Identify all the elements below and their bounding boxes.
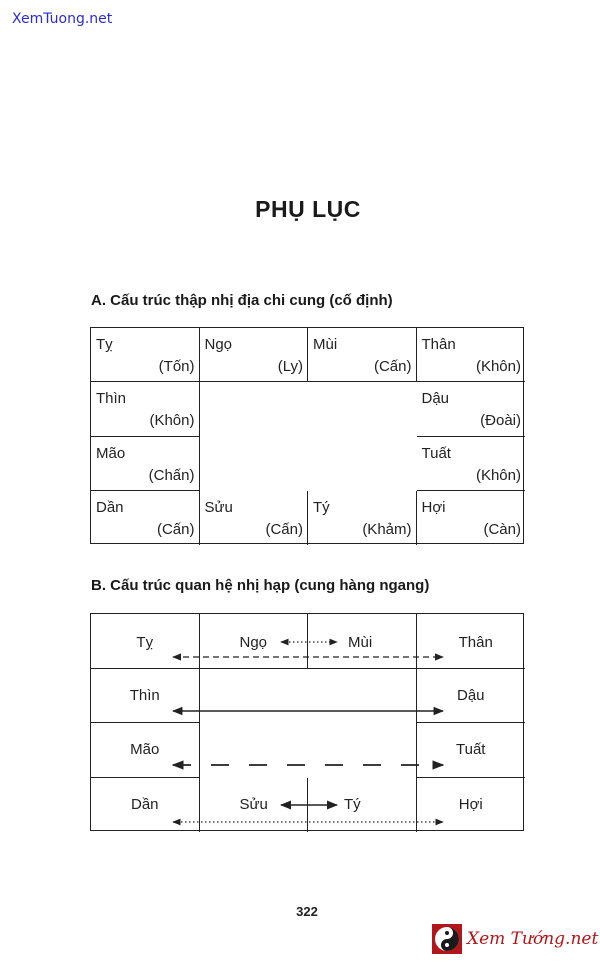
branch-name: Ngọ (204, 336, 233, 353)
rel-cell (308, 778, 417, 833)
cell-suu (200, 491, 309, 545)
branch-name: Tỵ (96, 336, 113, 353)
cell-than (417, 328, 526, 382)
rel-cell (417, 723, 526, 778)
trigram-name: (Càn) (483, 520, 521, 538)
branch-name: Tý (313, 498, 330, 516)
site-watermark[interactable]: XemTuong.net (12, 11, 113, 27)
branch-name: Tuất (421, 444, 451, 462)
cell-mui (308, 328, 417, 382)
branch-name: Mão (130, 741, 160, 758)
brand-text: Xem Tướng.net (467, 929, 599, 949)
branch-name: Thân (421, 336, 456, 353)
rel-cell (91, 778, 200, 833)
yin-yang-icon (432, 924, 462, 954)
trigram-name: (Cấn) (265, 520, 303, 538)
rel-cell (91, 669, 200, 724)
trigram-name: (Cấn) (156, 520, 195, 538)
trigram-name: (Khảm) (362, 520, 412, 538)
rel-cell (308, 614, 417, 669)
trigram-name: (Cấn) (373, 358, 412, 375)
trigram-name: (Đoài) (480, 412, 521, 430)
harmony-relation-grid (90, 613, 524, 831)
center-empty-block (200, 669, 417, 778)
earthly-branch-grid (90, 327, 524, 544)
branch-name: Tý (344, 795, 361, 813)
branch-name: Dậu (421, 390, 450, 408)
rel-cell (91, 614, 200, 669)
branch-name: Hợi (458, 795, 483, 813)
branch-name: Tỵ (136, 634, 154, 651)
rel-cell (417, 669, 526, 724)
trigram-name: (Chấn) (148, 466, 195, 484)
site-logo[interactable] (432, 922, 598, 956)
branch-name: Mão (96, 444, 126, 462)
branch-name: Dần (130, 795, 159, 813)
cell-ty (91, 328, 200, 382)
branch-name: Hợi (421, 498, 446, 516)
trigram-name: (Ly) (277, 358, 303, 375)
trigram-name: (Tốn) (158, 358, 195, 375)
branch-name: Sửu (239, 795, 268, 813)
branch-name: Sửu (204, 498, 233, 516)
rel-cell (417, 778, 526, 833)
trigram-name: (Khôn) (475, 466, 521, 484)
page-title: PHỤ LỤC (255, 196, 361, 222)
cell-ngo (200, 328, 309, 382)
rel-cell (417, 614, 526, 669)
cell-mao (91, 437, 200, 491)
trigram-name: (Khôn) (475, 358, 521, 375)
section-b-heading: B. Cấu trúc quan hệ nhị hạp (cung hàng ngang) (91, 577, 430, 594)
rel-cell (200, 614, 309, 669)
branch-name: Mùi (313, 336, 338, 353)
cell-hoi (417, 491, 526, 545)
branch-name: Ngọ (239, 634, 268, 651)
trigram-name: (Khôn) (149, 412, 195, 430)
cell-tuat (417, 437, 526, 491)
branch-name: Mùi (348, 634, 373, 651)
branch-name: Thìn (129, 686, 160, 704)
page-number: 322 (296, 904, 318, 919)
branch-name: Thân (458, 634, 493, 651)
branch-name: Dậu (456, 686, 485, 704)
branch-name: Tuất (456, 741, 486, 758)
branch-name: Thìn (96, 390, 127, 408)
rel-cell (200, 778, 309, 833)
section-a-heading: A. Cấu trúc thập nhị địa chi cung (cố định) (91, 292, 393, 309)
cell-dau (417, 382, 526, 436)
rel-cell (91, 723, 200, 778)
cell-ty-water (308, 491, 417, 545)
cell-thin (91, 382, 200, 436)
cell-dan (91, 491, 200, 545)
branch-name: Dần (96, 498, 124, 516)
